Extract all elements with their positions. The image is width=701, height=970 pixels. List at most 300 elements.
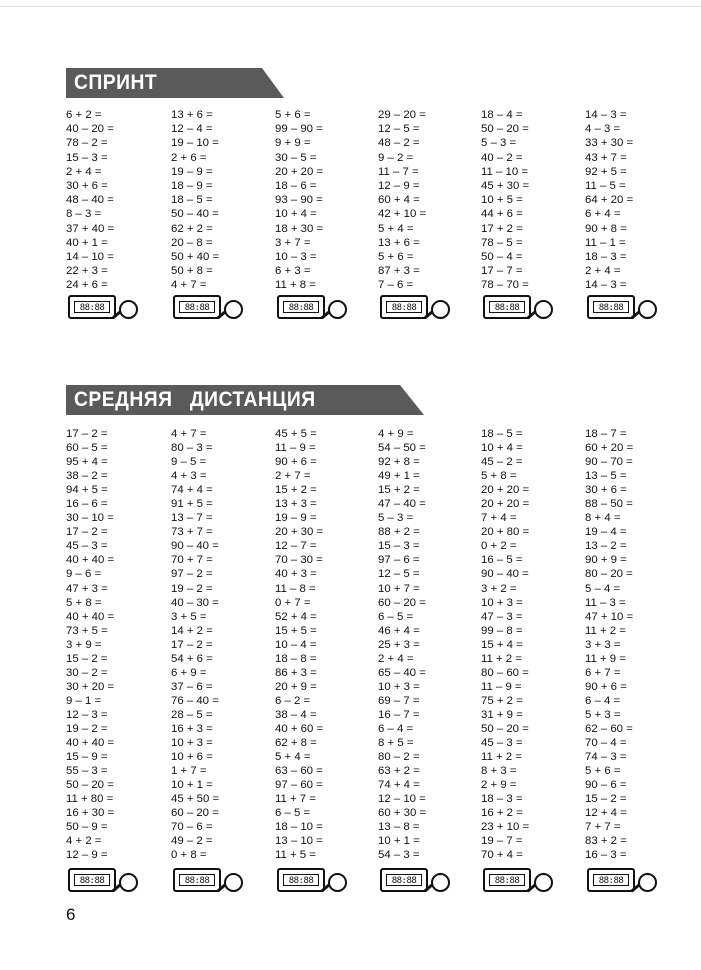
exercise-item: 46 + 4 = xyxy=(378,624,420,637)
exercise-item: 3 + 3 = xyxy=(585,638,621,651)
stopwatch-display-icon xyxy=(277,868,325,892)
exercise-item: 20 + 9 = xyxy=(275,680,317,693)
exercise-item: 15 – 3 = xyxy=(66,151,108,164)
exercise-item: 13 + 6 = xyxy=(171,109,213,121)
exercise-item: 5 + 6 = xyxy=(378,251,414,264)
exercise-item: 19 – 9 = xyxy=(171,165,213,178)
exercise-item: 18 – 10 = xyxy=(275,821,323,834)
exercise-item: 3 + 9 = xyxy=(66,638,102,651)
exercise-item: 50 – 9 = xyxy=(66,821,108,834)
exercise-item: 10 – 3 = xyxy=(275,251,317,264)
exercise-item: 99 – 8 = xyxy=(481,624,523,637)
exercise-item: 28 – 5 = xyxy=(171,708,213,721)
exercise-item: 15 + 2 = xyxy=(378,484,420,497)
section-title: СРЕДНЯЯ ДИСТАНЦИЯ xyxy=(74,388,316,411)
magnifier-icon xyxy=(638,873,657,892)
exercise-item: 90 – 40 = xyxy=(481,568,529,581)
timer-digits: 88:88 xyxy=(489,301,525,313)
magnifier-icon xyxy=(119,300,138,319)
stopwatch-display-icon xyxy=(380,295,428,319)
exercise-item: 11 – 8 = xyxy=(275,582,316,595)
exercise-item: 40 – 30 = xyxy=(171,596,219,609)
exercise-item: 2 + 4 = xyxy=(585,265,621,278)
exercise-item: 87 + 3 = xyxy=(378,265,420,278)
exercise-item: 38 – 2 = xyxy=(66,470,108,483)
exercise-item: 50 – 20 = xyxy=(66,779,114,792)
exercise-item: 15 + 5 = xyxy=(275,624,317,637)
exercise-item: 86 + 3 = xyxy=(275,666,317,679)
exercise-item: 73 + 5 = xyxy=(66,624,108,637)
exercise-item: 13 + 6 = xyxy=(378,236,420,249)
exercise-item: 11 + 7 = xyxy=(275,793,316,806)
exercise-item: 97 – 60 = xyxy=(275,779,323,792)
exercise-item: 6 – 5 = xyxy=(275,807,311,820)
exercise-item: 13 – 10 = xyxy=(275,835,323,848)
exercise-item: 13 + 3 = xyxy=(275,498,317,511)
exercise-item: 40 + 60 = xyxy=(275,722,324,735)
exercise-item: 19 – 10 = xyxy=(171,137,219,150)
exercise-column xyxy=(275,427,375,862)
exercise-item: 40 + 40 = xyxy=(66,737,115,750)
exercise-item: 19 – 4 = xyxy=(585,526,627,539)
exercise-item: 20 + 20 = xyxy=(275,165,324,178)
exercise-item: 74 + 4 = xyxy=(378,779,420,792)
exercise-item: 80 – 60 = xyxy=(481,666,529,679)
exercise-item: 12 – 5 = xyxy=(378,568,420,581)
exercise-item: 11 + 2 = xyxy=(585,624,626,637)
exercise-item: 4 + 2 = xyxy=(66,835,102,848)
exercise-item: 50 + 8 = xyxy=(171,265,213,278)
timer-digits: 88:88 xyxy=(179,874,215,886)
exercise-item: 40 + 3 = xyxy=(275,568,317,581)
exercise-item: 18 + 30 = xyxy=(275,222,324,235)
exercise-item: 10 + 5 = xyxy=(481,194,523,207)
exercise-item: 9 – 5 = xyxy=(171,456,207,469)
exercise-item: 0 + 7 = xyxy=(275,596,311,609)
timer-magnifier-icon xyxy=(277,295,349,321)
exercise-item: 13 – 7 = xyxy=(171,512,213,525)
timer-digits: 88:88 xyxy=(386,874,422,886)
exercise-item: 3 + 5 = xyxy=(171,610,207,623)
exercise-item: 9 – 2 = xyxy=(378,151,414,164)
exercise-item: 16 – 3 = xyxy=(585,849,627,862)
exercise-item: 90 + 6 = xyxy=(585,680,627,693)
exercise-item: 18 – 3 = xyxy=(585,251,627,264)
exercise-item: 90 + 9 = xyxy=(585,554,627,567)
exercise-item: 20 + 20 = xyxy=(481,484,530,497)
exercise-item: 76 – 40 = xyxy=(171,694,219,707)
exercise-item: 13 – 2 = xyxy=(585,540,627,553)
exercise-item: 1 + 7 = xyxy=(171,765,207,778)
exercise-item: 37 + 40 = xyxy=(66,222,115,235)
exercise-item: 12 – 10 = xyxy=(378,793,426,806)
magnifier-icon xyxy=(224,300,243,319)
exercise-item: 17 – 2 = xyxy=(171,638,213,651)
exercise-item: 10 + 3 = xyxy=(171,737,213,750)
magnifier-icon xyxy=(119,873,138,892)
exercise-item: 23 + 10 = xyxy=(481,821,530,834)
exercise-item: 47 + 3 = xyxy=(66,582,108,595)
exercise-item: 11 + 8 = xyxy=(275,279,316,292)
exercise-item: 11 + 80 = xyxy=(66,793,114,806)
exercise-column xyxy=(275,108,375,293)
exercise-column xyxy=(66,108,166,293)
exercise-item: 92 + 5 = xyxy=(585,165,627,178)
exercise-item: 18 – 3 = xyxy=(481,793,523,806)
exercise-item: 30 – 10 = xyxy=(66,512,114,525)
exercise-item: 0 + 8 = xyxy=(171,849,207,862)
exercise-item: 4 + 7 = xyxy=(171,428,207,440)
exercise-item: 16 – 6 = xyxy=(66,498,108,511)
exercise-item: 5 + 3 = xyxy=(585,708,621,721)
timer-magnifier-icon xyxy=(587,295,659,321)
exercise-item: 19 – 7 = xyxy=(481,835,523,848)
exercise-item: 12 – 3 = xyxy=(66,708,108,721)
exercise-item: 94 + 5 = xyxy=(66,484,108,497)
exercise-item: 11 – 5 = xyxy=(585,180,626,193)
stopwatch-display-icon xyxy=(380,868,428,892)
exercise-item: 83 + 2 = xyxy=(585,835,627,848)
exercise-item: 11 + 9 = xyxy=(585,652,626,665)
exercise-item: 62 + 2 = xyxy=(171,222,213,235)
exercise-item: 6 + 9 = xyxy=(171,666,207,679)
exercise-item: 19 – 2 = xyxy=(171,582,213,595)
exercise-item: 54 + 6 = xyxy=(171,652,213,665)
exercise-item: 30 + 20 = xyxy=(66,680,115,693)
exercise-item: 42 + 10 = xyxy=(378,208,427,221)
exercise-item: 13 – 5 = xyxy=(585,470,627,483)
timer-magnifier-icon xyxy=(277,868,349,894)
exercise-item: 11 – 10 = xyxy=(481,165,528,178)
exercise-item: 5 + 8 = xyxy=(481,470,517,483)
top-rule xyxy=(0,6,701,7)
exercise-item: 50 – 20 = xyxy=(481,123,529,136)
exercise-item: 90 – 40 = xyxy=(171,540,219,553)
exercise-item: 78 – 5 = xyxy=(481,236,523,249)
exercise-item: 14 – 10 = xyxy=(66,251,114,264)
exercise-item: 63 + 2 = xyxy=(378,765,420,778)
page-number: 6 xyxy=(66,905,76,924)
exercise-item: 50 – 40 = xyxy=(171,208,219,221)
exercise-item: 45 – 2 = xyxy=(481,456,523,469)
magnifier-icon xyxy=(534,300,553,319)
exercise-item: 5 + 4 = xyxy=(378,222,414,235)
exercise-item: 33 + 30 = xyxy=(585,137,634,150)
exercise-item: 6 + 3 = xyxy=(275,265,311,278)
exercise-item: 0 + 2 = xyxy=(481,540,517,553)
exercise-item: 11 + 2 = xyxy=(481,751,522,764)
exercise-item: 12 – 7 = xyxy=(275,540,317,553)
timer-digits: 88:88 xyxy=(593,301,629,313)
exercise-item: 11 + 2 = xyxy=(481,652,522,665)
exercise-item: 80 – 2 = xyxy=(378,751,420,764)
exercise-item: 5 – 3 = xyxy=(378,512,414,525)
exercise-item: 45 + 5 = xyxy=(275,428,317,440)
exercise-item: 92 + 8 = xyxy=(378,456,420,469)
exercise-item: 74 – 3 = xyxy=(585,751,627,764)
exercise-item: 11 – 9 = xyxy=(275,442,316,455)
magnifier-icon xyxy=(328,873,347,892)
exercise-item: 48 – 40 = xyxy=(66,194,114,207)
exercise-item: 18 – 8 = xyxy=(275,652,317,665)
exercise-item: 62 – 60 = xyxy=(585,722,633,735)
exercise-item: 11 – 1 = xyxy=(585,236,626,249)
exercise-item: 6 – 4 = xyxy=(585,694,621,707)
exercise-item: 10 + 4 = xyxy=(275,208,317,221)
exercise-item: 7 + 7 = xyxy=(585,821,621,834)
exercise-item: 18 – 4 = xyxy=(481,109,523,121)
exercise-item: 91 + 5 = xyxy=(171,498,213,511)
exercise-item: 8 – 3 = xyxy=(66,208,102,221)
exercise-item: 19 – 9 = xyxy=(275,512,317,525)
exercise-item: 90 + 8 = xyxy=(585,222,627,235)
exercise-item: 22 + 3 = xyxy=(66,265,108,278)
exercise-item: 15 – 2 = xyxy=(585,793,627,806)
exercise-item: 30 + 6 = xyxy=(66,180,108,193)
exercise-item: 5 + 6 = xyxy=(585,765,621,778)
exercise-item: 45 + 50 = xyxy=(171,793,220,806)
exercise-item: 64 + 20 = xyxy=(585,194,634,207)
exercise-item: 2 + 4 = xyxy=(66,165,102,178)
exercise-item: 54 – 3 = xyxy=(378,849,420,862)
exercise-column xyxy=(585,108,685,293)
timer-digits: 88:88 xyxy=(283,874,319,886)
exercise-item: 43 + 7 = xyxy=(585,151,627,164)
exercise-item: 11 – 3 = xyxy=(585,596,626,609)
exercise-item: 60 + 20 = xyxy=(585,442,634,455)
exercise-item: 15 + 2 = xyxy=(275,484,317,497)
exercise-item: 10 + 1 = xyxy=(171,779,213,792)
timer-magnifier-icon xyxy=(483,868,555,894)
magnifier-icon xyxy=(431,300,450,319)
exercise-item: 49 + 1 = xyxy=(378,470,420,483)
exercise-item: 10 + 3 = xyxy=(481,596,523,609)
exercise-item: 25 + 3 = xyxy=(378,638,420,651)
exercise-column xyxy=(481,427,581,862)
exercise-column xyxy=(378,108,478,293)
exercise-item: 75 + 2 = xyxy=(481,694,523,707)
timer-magnifier-icon xyxy=(380,868,452,894)
exercise-item: 11 – 9 = xyxy=(481,680,522,693)
stopwatch-display-icon xyxy=(173,295,221,319)
exercise-item: 12 – 4 = xyxy=(171,123,213,136)
exercise-item: 45 + 30 = xyxy=(481,180,530,193)
exercise-item: 88 + 2 = xyxy=(378,526,420,539)
exercise-item: 60 – 5 = xyxy=(66,442,108,455)
exercise-item: 6 + 4 = xyxy=(585,208,621,221)
exercise-item: 18 – 5 = xyxy=(481,428,523,440)
exercise-item: 18 – 6 = xyxy=(275,180,317,193)
exercise-item: 3 + 7 = xyxy=(275,236,311,249)
exercise-item: 30 – 2 = xyxy=(66,666,108,679)
exercise-item: 47 + 10 = xyxy=(585,610,634,623)
exercise-item: 17 – 2 = xyxy=(66,526,108,539)
stopwatch-display-icon xyxy=(483,868,531,892)
exercise-item: 60 + 4 = xyxy=(378,194,420,207)
exercise-item: 74 + 4 = xyxy=(171,484,213,497)
exercise-item: 88 – 50 = xyxy=(585,498,633,511)
exercise-item: 62 + 8 = xyxy=(275,737,317,750)
exercise-item: 10 + 4 = xyxy=(481,442,523,455)
exercise-item: 12 – 9 = xyxy=(66,849,108,862)
exercise-column xyxy=(171,108,271,293)
exercise-item: 8 + 4 = xyxy=(585,512,621,525)
exercise-item: 40 + 40 = xyxy=(66,554,115,567)
section-title: СПРИНТ xyxy=(74,71,158,94)
exercise-item: 52 + 4 = xyxy=(275,610,317,623)
exercise-item: 5 + 8 = xyxy=(66,596,102,609)
exercise-item: 20 + 20 = xyxy=(481,498,530,511)
stopwatch-display-icon xyxy=(173,868,221,892)
timer-digits: 88:88 xyxy=(74,874,110,886)
exercise-item: 44 + 6 = xyxy=(481,208,523,221)
exercise-item: 4 + 9 = xyxy=(378,428,414,440)
timer-digits: 88:88 xyxy=(489,874,525,886)
exercise-item: 38 – 4 = xyxy=(275,708,317,721)
exercise-column xyxy=(171,427,271,862)
exercise-item: 19 – 2 = xyxy=(66,722,108,735)
exercise-item: 8 + 5 = xyxy=(378,737,414,750)
exercise-item: 4 + 7 = xyxy=(171,279,207,292)
exercise-item: 15 + 4 = xyxy=(481,638,523,651)
exercise-item: 80 – 20 = xyxy=(585,568,633,581)
magnifier-icon xyxy=(638,300,657,319)
exercise-item: 80 – 3 = xyxy=(171,442,213,455)
exercise-item: 31 + 9 = xyxy=(481,708,523,721)
exercise-item: 40 + 1 = xyxy=(66,236,108,249)
exercise-item: 30 – 5 = xyxy=(275,151,317,164)
exercise-item: 10 + 3 = xyxy=(378,680,420,693)
exercise-item: 69 – 7 = xyxy=(378,694,420,707)
timer-digits: 88:88 xyxy=(593,874,629,886)
exercise-column xyxy=(66,427,166,862)
exercise-item: 29 – 20 = xyxy=(378,109,426,121)
exercise-item: 10 + 1 = xyxy=(378,835,420,848)
exercise-item: 2 + 4 = xyxy=(378,652,414,665)
magnifier-icon xyxy=(431,873,450,892)
exercise-item: 70 + 7 = xyxy=(171,554,213,567)
timer-magnifier-icon xyxy=(68,295,140,321)
stopwatch-display-icon xyxy=(483,295,531,319)
exercise-item: 50 – 20 = xyxy=(481,722,529,735)
section-banner-middle-distance xyxy=(66,385,426,415)
exercise-item: 14 – 3 = xyxy=(585,279,627,292)
exercise-item: 54 – 50 = xyxy=(378,442,426,455)
exercise-item: 2 + 6 = xyxy=(171,151,207,164)
exercise-item: 9 – 6 = xyxy=(66,568,102,581)
exercise-item: 2 + 9 = xyxy=(481,779,517,792)
exercise-item: 16 + 30 = xyxy=(66,807,115,820)
timer-digits: 88:88 xyxy=(74,301,110,313)
exercise-column xyxy=(378,427,478,862)
exercise-item: 9 + 9 = xyxy=(275,137,311,150)
exercise-item: 93 – 90 = xyxy=(275,194,323,207)
exercise-item: 20 – 8 = xyxy=(171,236,213,249)
exercise-item: 90 – 70 = xyxy=(585,456,633,469)
exercise-item: 10 – 4 = xyxy=(275,638,317,651)
exercise-item: 49 – 2 = xyxy=(171,835,213,848)
exercise-item: 90 + 6 = xyxy=(275,456,317,469)
exercise-item: 5 + 6 = xyxy=(275,109,311,121)
timer-magnifier-icon xyxy=(587,868,659,894)
stopwatch-display-icon xyxy=(587,295,635,319)
exercise-item: 95 + 4 = xyxy=(66,456,108,469)
exercise-item: 9 – 1 = xyxy=(66,694,102,707)
exercise-item: 16 + 3 = xyxy=(171,722,213,735)
exercise-item: 18 – 9 = xyxy=(171,180,213,193)
timer-magnifier-icon xyxy=(380,295,452,321)
exercise-item: 45 – 3 = xyxy=(66,540,108,553)
exercise-item: 70 + 4 = xyxy=(481,849,523,862)
exercise-item: 15 – 2 = xyxy=(66,652,108,665)
exercise-item: 12 + 4 = xyxy=(585,807,627,820)
exercise-item: 11 + 5 = xyxy=(275,849,316,862)
exercise-item: 4 + 3 = xyxy=(171,470,207,483)
exercise-item: 13 – 8 = xyxy=(378,821,420,834)
exercise-item: 50 – 4 = xyxy=(481,251,523,264)
timer-magnifier-icon xyxy=(173,295,245,321)
exercise-item: 47 – 40 = xyxy=(378,498,426,511)
stopwatch-display-icon xyxy=(587,868,635,892)
exercise-item: 6 – 2 = xyxy=(275,694,311,707)
exercise-item: 60 – 20 = xyxy=(171,807,219,820)
exercise-item: 99 – 90 = xyxy=(275,123,323,136)
exercise-item: 90 – 6 = xyxy=(585,779,627,792)
exercise-item: 97 – 2 = xyxy=(171,568,213,581)
exercise-item: 20 + 30 = xyxy=(275,526,324,539)
exercise-item: 12 – 5 = xyxy=(378,123,420,136)
exercise-item: 16 – 7 = xyxy=(378,708,420,721)
exercise-item: 17 + 2 = xyxy=(481,222,523,235)
exercise-item: 5 – 4 = xyxy=(585,582,621,595)
exercise-item: 6 – 5 = xyxy=(378,610,414,623)
timer-magnifier-icon xyxy=(68,868,140,894)
exercise-item: 12 – 9 = xyxy=(378,180,420,193)
exercise-item: 45 – 3 = xyxy=(481,737,523,750)
exercise-item: 14 – 3 = xyxy=(585,109,627,121)
exercise-item: 70 – 6 = xyxy=(171,821,213,834)
exercise-item: 78 – 2 = xyxy=(66,137,108,150)
exercise-item: 16 – 5 = xyxy=(481,554,523,567)
exercise-item: 15 – 9 = xyxy=(66,751,108,764)
exercise-item: 97 – 6 = xyxy=(378,554,420,567)
exercise-item: 16 + 2 = xyxy=(481,807,523,820)
exercise-item: 73 + 7 = xyxy=(171,526,213,539)
exercise-item: 70 – 30 = xyxy=(275,554,323,567)
exercise-item: 50 + 40 = xyxy=(171,251,220,264)
exercise-item: 17 – 2 = xyxy=(66,428,108,440)
exercise-item: 48 – 2 = xyxy=(378,137,420,150)
exercise-item: 2 + 7 = xyxy=(275,470,311,483)
exercise-item: 30 + 6 = xyxy=(585,484,627,497)
exercise-item: 14 + 2 = xyxy=(171,624,213,637)
exercise-item: 63 – 60 = xyxy=(275,765,323,778)
timer-digits: 88:88 xyxy=(179,301,215,313)
timer-magnifier-icon xyxy=(483,295,555,321)
section-banner-sprint xyxy=(66,68,286,98)
exercise-item: 60 + 30 = xyxy=(378,807,427,820)
magnifier-icon xyxy=(224,873,243,892)
exercise-item: 17 – 7 = xyxy=(481,265,523,278)
exercise-item: 20 + 80 = xyxy=(481,526,530,539)
exercise-item: 5 + 4 = xyxy=(275,751,311,764)
exercise-item: 7 – 6 = xyxy=(378,279,414,292)
stopwatch-display-icon xyxy=(277,295,325,319)
exercise-item: 8 + 3 = xyxy=(481,765,517,778)
exercise-item: 10 + 7 = xyxy=(378,582,420,595)
exercise-item: 6 – 4 = xyxy=(378,722,414,735)
exercise-item: 55 – 3 = xyxy=(66,765,108,778)
